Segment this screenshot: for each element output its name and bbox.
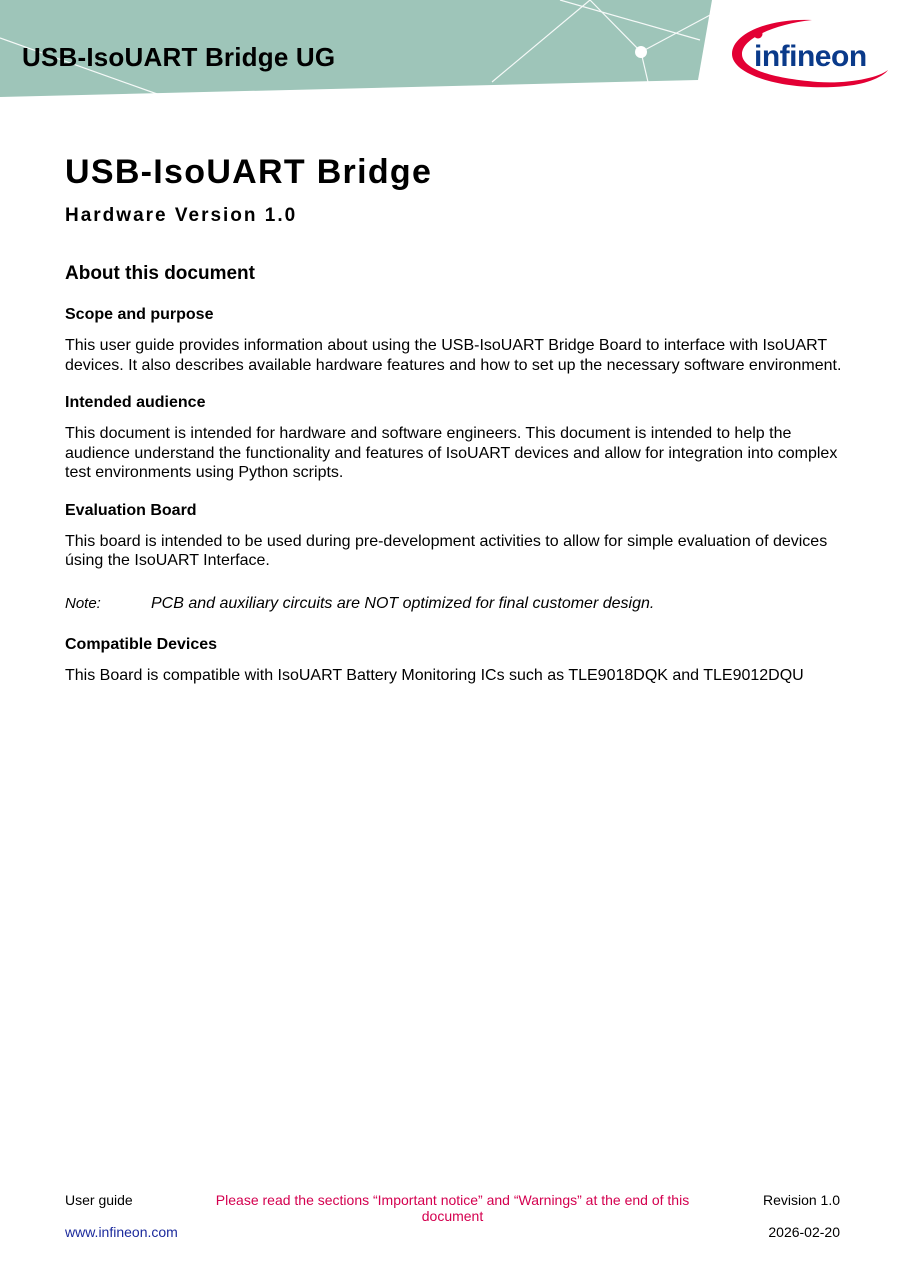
document-subtitle: Hardware Version 1.0	[65, 205, 298, 226]
compatible-heading: Compatible Devices	[65, 636, 218, 653]
evaluation-body: This board is intended to be used during pre-development activities to allow for simple evaluation of devices úsing the IsoUART Interface.	[65, 532, 828, 569]
header-title: USB-IsoUART Bridge UG	[22, 42, 336, 72]
footer-date: 2026-02-20	[768, 1224, 840, 1240]
scope-body: This user guide provides information about using the USB-IsoUART Bridge Board to interface with IsoUART devices. It also describes available hardware features and how to set up the necessary software environment.	[65, 337, 842, 374]
scope-heading: Scope and purpose	[65, 306, 214, 323]
main-content	[65, 150, 845, 686]
evaluation-heading: Evaluation Board	[65, 501, 197, 519]
svg-text:infineon: infineon	[754, 40, 867, 73]
footer-notice: Please read the sections “Important notice” and “Warnings” at the end of this document	[215, 1192, 690, 1224]
footer-doc-type: User guide	[65, 1192, 133, 1208]
audience-body: This document is intended for hardware and software engineers. This document is intended to help the audience understand the functionality and features of IsoUART devices and allow for integration into complex test environments using Python scripts.	[65, 425, 838, 481]
note-text: PCB and auxiliary circuits are NOT optimized for final customer design.	[151, 594, 655, 612]
footer-revision: Revision 1.0	[762, 1192, 840, 1208]
audience-heading: Intended audience	[65, 394, 206, 411]
compatible-body: This Board is compatible with IsoUART Battery Monitoring ICs such as TLE9018DQK and TLE9012DQU	[65, 667, 804, 684]
document-title: USB-IsoUART Bridge	[65, 153, 433, 191]
note	[65, 594, 845, 614]
note-label: Note:	[65, 594, 101, 612]
about-heading: About this document	[65, 263, 255, 284]
footer-website-link[interactable]: www.infineon.com	[65, 1224, 178, 1240]
infineon-logo	[728, 16, 890, 94]
